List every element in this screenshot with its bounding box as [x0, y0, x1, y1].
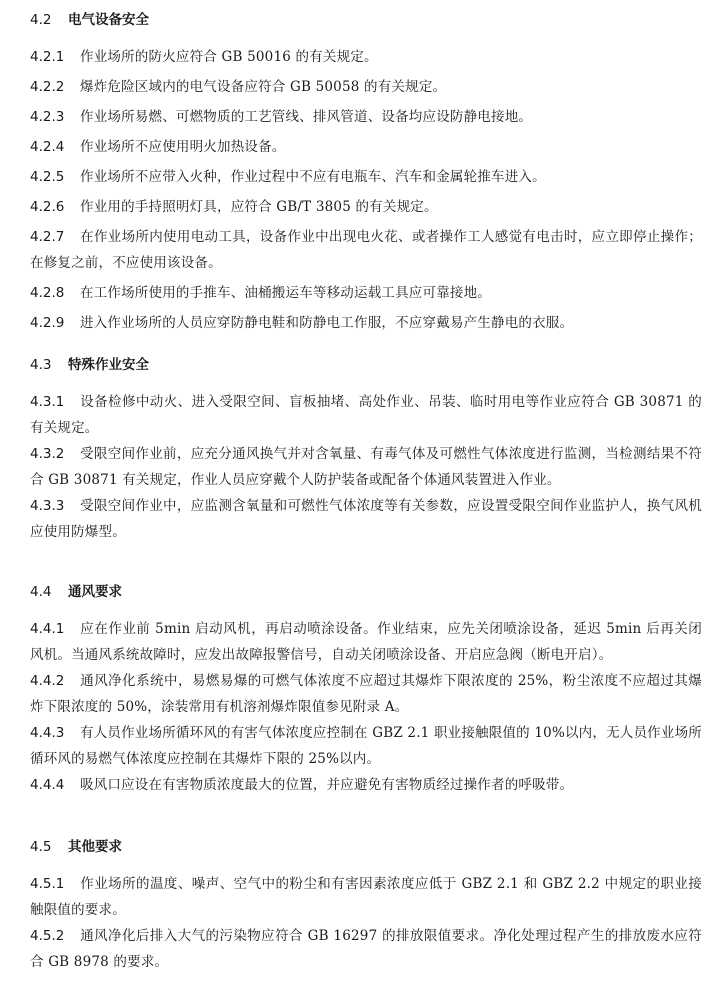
- clause-text: 受限空间作业中，应监测含氧量和可燃性气体浓度等有关参数，应设置受限空间作业监护人，换气风机应使用防爆型。: [30, 498, 702, 540]
- clause-4-3-1: [30, 389, 702, 441]
- clause-text: 在作业场所内使用电动工具，设备作业中出现电火花、或者操作工人感觉有电击时，应立即停止操作；在修复之前，不应使用该设备。: [30, 229, 702, 271]
- clause-text: 作业场所易燃、可燃物质的工艺管线、排风管道、设备均应设防静电接地。: [80, 109, 533, 125]
- clause-number: 4.4.3: [30, 725, 65, 741]
- section-4-3: [30, 355, 702, 545]
- clause-text: 作业场所的防火应符合 GB 50016 的有关规定。: [80, 49, 378, 65]
- clause-text: 进入作业场所的人员应穿防静电鞋和防静电工作服，不应穿戴易产生静电的衣服。: [80, 315, 574, 331]
- clause-text: 爆炸危险区域内的电气设备应符合 GB 50058 的有关规定。: [80, 79, 447, 95]
- clause-number: 4.5.2: [30, 928, 65, 944]
- clause-4-2-4: [30, 134, 702, 160]
- clause-number: 4.3.1: [30, 394, 65, 410]
- section-title: 通风要求: [68, 584, 122, 600]
- clause-number: 4.3.3: [30, 498, 65, 514]
- clause-number: 4.2.5: [30, 169, 65, 185]
- clause-4-2-6: [30, 194, 702, 220]
- clause-text: 应在作业前 5min 启动风机，再启动喷涂设备。作业结束，应先关闭喷涂设备，延迟 5min 后再关闭风机。当通风系统故障时，应发出故障报警信号，自动关闭喷涂设备、开启应急阀（断电开启）。: [30, 621, 702, 663]
- section-heading: [30, 10, 702, 30]
- clause-4-2-1: [30, 44, 702, 70]
- section-4-5: [30, 837, 702, 975]
- section-heading: [30, 582, 702, 602]
- clause-number: 4.2.7: [30, 229, 65, 245]
- section-heading: [30, 837, 702, 857]
- section-title: 特殊作业安全: [68, 357, 149, 373]
- clause-number: 4.4.1: [30, 621, 65, 637]
- clause-4-4-3: [30, 720, 702, 772]
- clause-number: 4.2.2: [30, 79, 65, 95]
- clause-text: 作业场所的温度、噪声、空气中的粉尘和有害因素浓度应低于 GBZ 2.1 和 GBZ 2.2 中规定的职业接触限值的要求。: [30, 876, 702, 918]
- clause-text: 通风净化系统中，易燃易爆的可燃气体浓度不应超过其爆炸下限浓度的 25%，粉尘浓度不应超过其爆炸下限浓度的 50%，涂装常用有机溶剂爆炸限值参见附录 A。: [30, 673, 702, 715]
- section-title: 其他要求: [68, 839, 122, 855]
- clause-text: 作业场所不应带入火种，作业过程中不应有电瓶车、汽车和金属轮推车进入。: [80, 169, 546, 185]
- section-title: 电气设备安全: [68, 12, 149, 28]
- clause-4-5-1: [30, 871, 702, 923]
- clause-4-3-3: [30, 493, 702, 545]
- clause-4-4-4: [30, 772, 702, 798]
- section-number: 4.4: [30, 584, 52, 600]
- clause-number: 4.4.2: [30, 673, 65, 689]
- clause-4-4-1: [30, 616, 702, 668]
- clause-4-2-3: [30, 104, 702, 130]
- clause-number: 4.2.3: [30, 109, 65, 125]
- clause-4-5-2: [30, 923, 702, 975]
- section-heading: [30, 355, 702, 375]
- clause-text: 设备检修中动火、进入受限空间、盲板抽堵、高处作业、吊装、临时用电等作业应符合 GB 30871 的有关规定。: [30, 394, 702, 436]
- clause-number: 4.4.4: [30, 777, 65, 793]
- clause-number: 4.2.4: [30, 139, 65, 155]
- clause-4-4-2: [30, 668, 702, 720]
- section-number: 4.2: [30, 12, 52, 28]
- clause-number: 4.3.2: [30, 446, 65, 462]
- clause-number: 4.2.1: [30, 49, 65, 65]
- clause-text: 作业场所不应使用明火加热设备。: [80, 139, 286, 155]
- section-number: 4.5: [30, 839, 52, 855]
- clause-text: 在工作场所使用的手推车、油桶搬运车等移动运载工具应可靠接地。: [80, 285, 491, 301]
- clause-text: 吸风口应设在有害物质浓度最大的位置，并应避免有害物质经过操作者的呼吸带。: [80, 777, 574, 793]
- clause-4-2-5: [30, 164, 702, 190]
- clause-number: 4.5.1: [30, 876, 65, 892]
- clause-4-2-7: [30, 224, 702, 276]
- clause-4-3-2: [30, 441, 702, 493]
- clause-number: 4.2.9: [30, 315, 65, 331]
- clause-text: 受限空间作业前，应充分通风换气并对含氧量、有毒气体及可燃性气体浓度进行监测，当检测结果不符合 GB 30871 有关规定，作业人员应穿戴个人防护装备或配备个体通风装置进入作业。: [30, 446, 702, 488]
- clause-text: 通风净化后排入大气的污染物应符合 GB 16297 的排放限值要求。净化处理过程产生的排放废水应符合 GB 8978 的要求。: [30, 928, 702, 970]
- section-4-4: [30, 582, 702, 798]
- clause-4-2-8: [30, 280, 702, 306]
- clause-number: 4.2.6: [30, 199, 65, 215]
- clause-text: 作业用的手持照明灯具，应符合 GB/T 3805 的有关规定。: [80, 199, 438, 215]
- clause-4-2-2: [30, 74, 702, 100]
- clause-text: 有人员作业场所循环风的有害气体浓度应控制在 GBZ 2.1 职业接触限值的 10%以内，无人员作业场所循环风的易燃气体浓度应控制在其爆炸下限的 25%以内。: [30, 725, 702, 767]
- section-number: 4.3: [30, 357, 52, 373]
- section-4-2: [30, 10, 702, 336]
- clause-number: 4.2.8: [30, 285, 65, 301]
- clause-4-2-9: [30, 310, 702, 336]
